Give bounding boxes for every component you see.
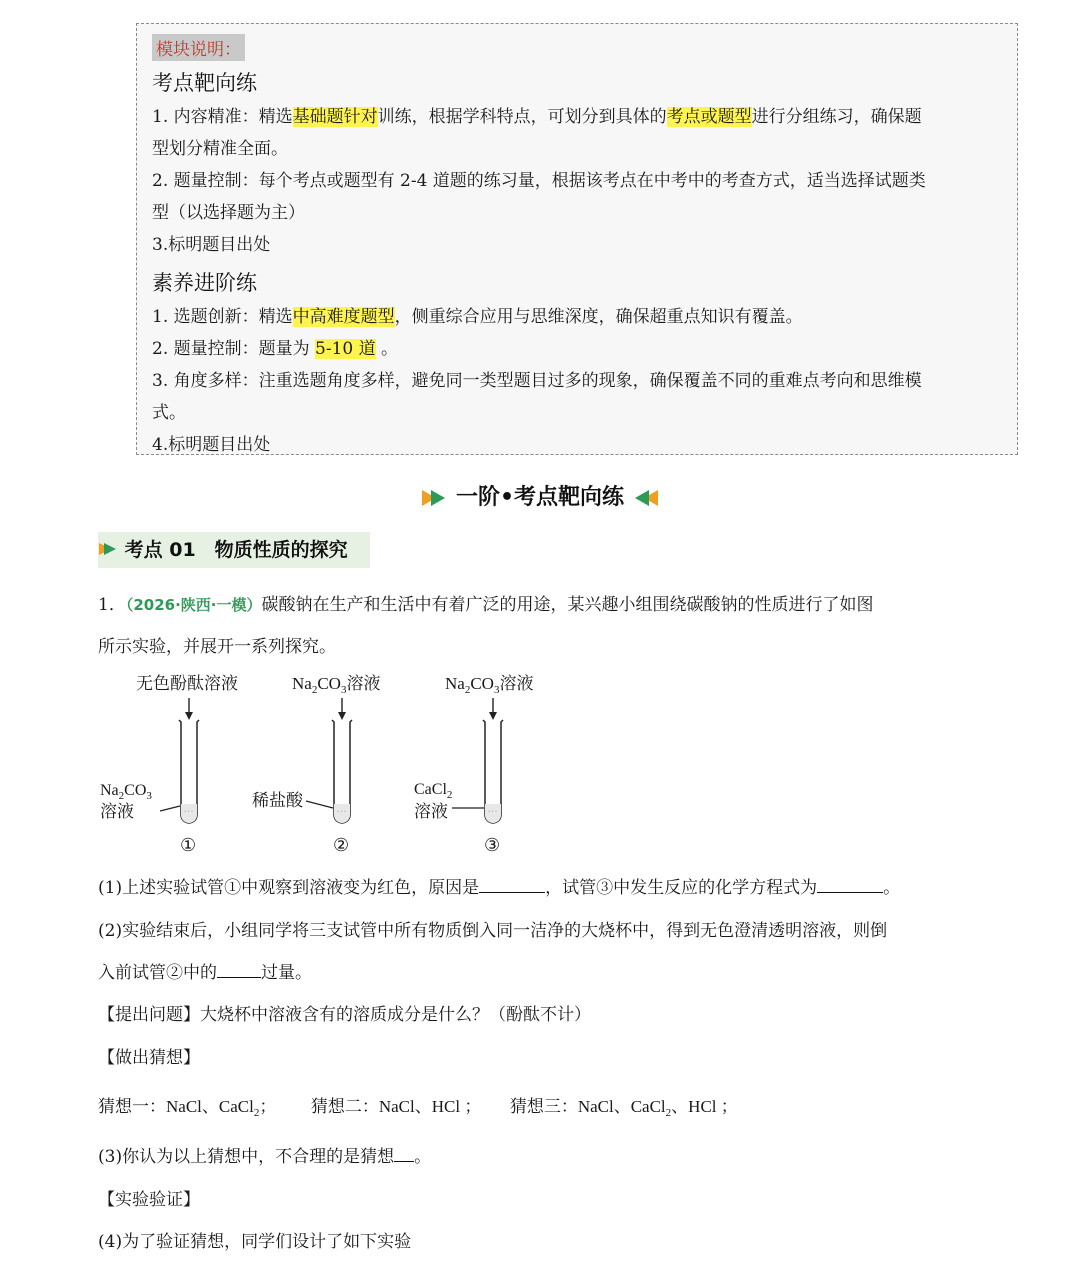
stage-title (0, 480, 1080, 511)
note-s1-item1-cont: 型划分精准全面。 (152, 139, 288, 159)
tube2-pointer (306, 801, 333, 808)
guess-three: 猜想三：NaCl、CaCl$_2$、HCl ； (509, 1097, 738, 1119)
note-s2-item3: 3. 角度多样：注重选题角度多样，避免同一类型题目过多的现象，确保覆盖不同的重难点考向和思维模 (152, 371, 922, 391)
question-source: （2026·陕西·一模） (125, 596, 262, 614)
arrow-left-icon (632, 488, 658, 508)
tube2-number: ② (333, 835, 350, 855)
tube3-side-label-line1: CaCl$_2$ (414, 781, 453, 801)
sub-question-2-line2: 入前试管②中的 过量。 (98, 963, 312, 983)
kaodian-heading (98, 532, 370, 568)
test-tube-figure (96, 668, 556, 863)
sub-question-1: (1)上述实验试管①中观察到溶液变为红色，原因是 ，试管③中发生反应的化学方程式为 。 (98, 878, 901, 898)
tube1-top-label: 无色酚酞溶液 (136, 674, 238, 693)
answer-blank-1a[interactable] (479, 876, 545, 893)
note-s1-item2: 2. 题量控制：每个考点或题型有 2-4 道题的练习量，根据该考点在中考中的考查方式，适当选择试题类 (152, 171, 926, 191)
tube1-side-label-line1: $Na_2CO_3$ (100, 782, 152, 802)
tube1-number: ① (180, 835, 197, 855)
ask-question: 【提出问题】大烧杯中溶液含有的溶质成分是什么？（酚酞不计） (98, 1005, 591, 1025)
note-s1-item1: 1. 内容精准：精选基础题针对训练，根据学科特点，可划分到具体的考点或题型进行分组练习，确保题 (152, 107, 922, 127)
sub-question-4: (4)为了验证猜想，同学们设计了如下实验 (98, 1232, 412, 1252)
arrow-right-icon (422, 488, 448, 508)
tube1-pointer (160, 806, 180, 811)
tube3-side-label-line2: 溶液 (414, 802, 448, 821)
answer-blank-1b[interactable] (817, 876, 883, 893)
tube2-top-label: $Na_2CO_3$溶液 (292, 674, 381, 696)
module-note-tag: 模块说明： (152, 34, 245, 61)
guesses-line (98, 1092, 738, 1119)
sub-question-3: (3)你认为以上猜想中，不合理的是猜想 。 (98, 1147, 432, 1167)
section-title-targeted: 考点靶向练 (152, 71, 257, 95)
tube2-arrow-head (338, 712, 346, 720)
guess-one: 猜想一：NaCl、CaCl$_2$； (98, 1097, 277, 1119)
note-s2-item2: 2. 题量控制：题量为 5-10 道 。 (152, 339, 399, 359)
sub-question-2-line1: (2)实验结束后，小组同学将三支试管中所有物质倒入同一洁净的大烧杯中，得到无色澄清透明溶液，则倒 (98, 921, 888, 941)
note-s2-item1: 1. 选题创新：精选中高难度题型，侧重综合应用与思维深度，确保超重点知识有覆盖。 (152, 307, 803, 327)
verify-heading: 【实验验证】 (98, 1190, 200, 1210)
guess-heading: 【做出猜想】 (98, 1048, 200, 1068)
tube1-liquid-dots: · · · (184, 809, 193, 815)
question-stem-line1: 1．（2026·陕西·一模）碳酸钠在生产和生活中有着广泛的用途，某兴趣小组围绕碳酸钠的性质进行了如图 (98, 595, 874, 615)
guess-two: 猜想二：NaCl、HCl ； (310, 1097, 482, 1116)
section-title-advanced: 素养进阶练 (152, 271, 257, 295)
triangle-marker-icon (98, 541, 118, 557)
tube2-side-label: 稀盐酸 (252, 791, 303, 810)
kaodian-text: 考点 01 物质性质的探究 (124, 539, 348, 561)
note-s1-item2-cont: 型（以选择题为主） (152, 203, 305, 223)
note-s1-item3: 3.标明题目出处 (152, 235, 271, 255)
answer-blank-2[interactable] (217, 961, 261, 978)
tube3-top-label: $Na_2CO_3$溶液 (445, 674, 534, 696)
tube3-arrow-head (489, 712, 497, 720)
stage-title-text: 一阶•考点靶向练 (455, 485, 625, 510)
note-s2-item3-cont: 式。 (152, 403, 186, 423)
tube3-number: ③ (484, 835, 501, 855)
module-note-box (136, 23, 1018, 455)
question-stem-line2: 所示实验，并展开一系列探究。 (98, 637, 336, 657)
tube1-arrow-head (185, 712, 193, 720)
answer-blank-3[interactable] (394, 1145, 414, 1162)
tube1-side-label-line2: 溶液 (100, 802, 134, 821)
note-s2-item4: 4.标明题目出处 (152, 435, 271, 455)
tube2-liquid-dots: · · · (337, 809, 346, 815)
tube3-liquid-dots: · · · (488, 809, 497, 815)
